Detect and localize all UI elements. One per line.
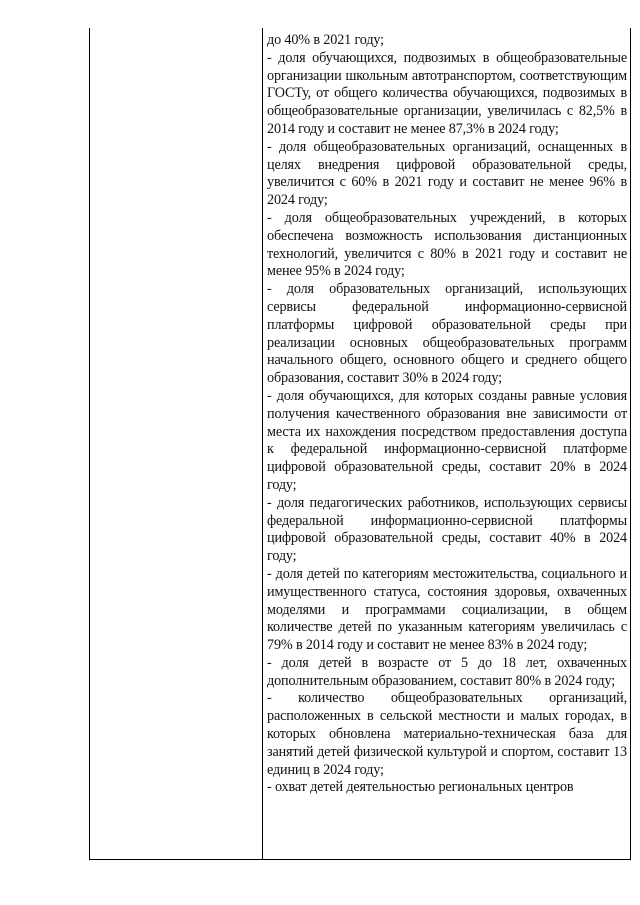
table-left-cell — [90, 28, 263, 859]
paragraph-9: - доля детей в возрасте от 5 до 18 лет, охваченных дополнительным образованием, составит 80% в 2024 году; — [267, 654, 627, 689]
paragraph-7: - доля педагогических работников, использующих сервисы федеральной информационно-сервисной платформы цифровой образовательной среды, составит 40% в 2024 году; — [267, 494, 627, 565]
paragraph-4: - доля общеобразовательных учреждений, в которых обеспечена возможность использования дистанционных технологий, увеличится с 80% в 2021 году и составит не менее 95% в 2024 году; — [267, 209, 627, 280]
paragraph-8: - доля детей по категориям местожительства, социального и имущественного статуса, состояния здоровья, охваченных моделями и программами социализации, в общем количестве детей по указанным категориям увеличилась с 79% в 2014 году и составит не менее 83% в 2024 году; — [267, 565, 627, 654]
table-right-cell — [263, 28, 630, 859]
paragraph-5: - доля образовательных организаций, использующих сервисы федеральной информационно-сервисной платформы цифровой образовательной среды при реализации основных общеобразовательных программ начального общего, основного общего и среднего общего образования, составит 30% в 2024 году; — [267, 281, 627, 387]
paragraph-6: - доля обучающихся, для которых созданы равные условия получения качественного образования вне зависимости от места их нахождения посредством предоставления доступа к федеральной информационно-сервисной платформе цифровой образовательной среды, составит 20% в 2024 году; — [267, 387, 627, 493]
paragraph-1: до 40% в 2021 году; — [267, 32, 384, 48]
document-table — [89, 28, 631, 860]
paragraph-11: - охват детей деятельностью региональных центров — [267, 779, 574, 796]
paragraph-10: - количество общеобразовательных организаций, расположенных в сельской местности и малых городах, в которых обновлена материально-техническая база для занятий детей физической культурой и спортом, составит 13 единиц в 2024 году; — [267, 690, 627, 778]
paragraph-2: - доля обучающихся, подвозимых в общеобразовательные организации школьным автотранспортом, соответствующим ГОСТу, от общего количества обучающихся, подвозимых в общеобразовательные организации, увеличилась с 82,5% в 2014 году и составит не менее 87,3% в 2024 году; — [267, 49, 627, 137]
paragraph-3: - доля общеобразовательных организаций, оснащенных в целях внедрения цифровой образовательной среды, увеличится с 60% в 2021 году и составит не менее 96% в 2024 году; — [267, 138, 627, 209]
